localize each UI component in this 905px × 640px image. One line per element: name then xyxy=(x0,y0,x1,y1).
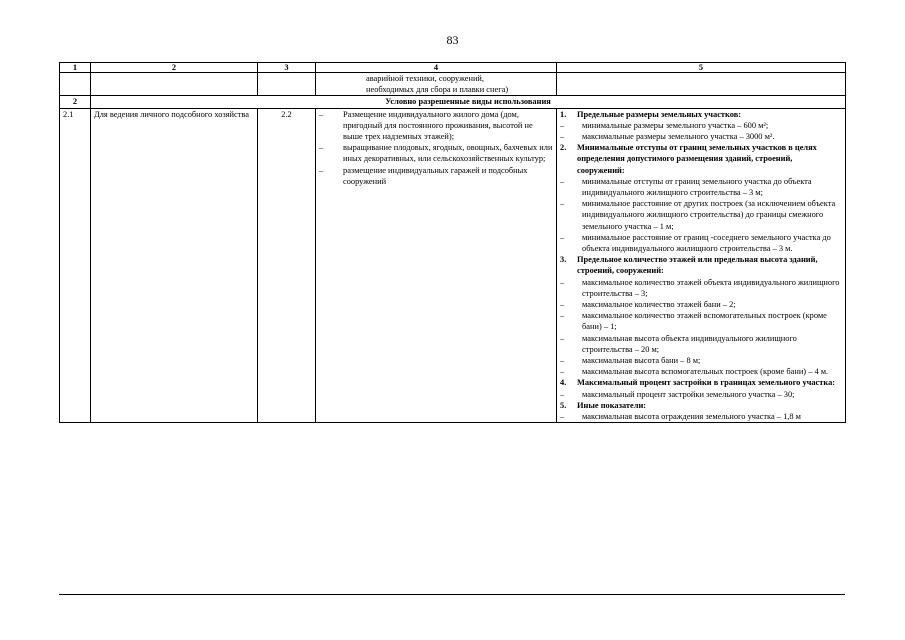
header-cell-1: 1 xyxy=(60,63,91,73)
section-title: Условно разрешенные виды использования xyxy=(91,96,846,108)
list-item: – минимальное расстояние от других построек (за исключением объекта индивидуального жилищного строительства) до границы смежного земельного участка – 1 м; xyxy=(560,198,842,232)
list-item: – максимальное количество этажей бани – 2; xyxy=(560,299,842,310)
parameter-group-3 xyxy=(560,254,842,377)
footer-divider xyxy=(59,594,845,595)
continuation-line-2: необходимых для сбора и плавки снега) xyxy=(366,85,509,95)
parameter-group-1 xyxy=(560,109,842,143)
list-item: – максимальное количество этажей вспомогательных построек (кроме бани) – 1; xyxy=(560,310,842,332)
row-parameters-cell xyxy=(557,108,846,423)
parameter-group-5 xyxy=(560,400,842,422)
parameter-group-4 xyxy=(560,377,842,399)
group-number: 4. xyxy=(560,378,567,388)
continuation-line-1: аварийной техники, сооружений, xyxy=(366,74,485,83)
continuation-row xyxy=(60,73,846,96)
list-item: – минимальное расстояние от границ -соседнего земельного участка до объекта индивидуального жилищного строительства – 3 м. xyxy=(560,232,842,254)
list-item: – максимальная высота ограждения земельного участка – 1,8 м xyxy=(560,411,842,422)
table-row xyxy=(60,108,846,423)
row-classifier-code: 2.2 xyxy=(258,108,316,423)
list-item: – размещение индивидуальных гаражей и подсобных сооружений xyxy=(319,165,553,187)
list-item: – Размещение индивидуального жилого дома (дом, пригодный для постоянного проживания, высотой не выше трех надземных этажей); xyxy=(319,109,553,143)
header-row xyxy=(60,63,846,73)
continuation-text-cell xyxy=(316,73,557,96)
list-item: – минимальные размеры земельного участка – 600 м²; xyxy=(560,120,842,131)
group-number: 3. xyxy=(560,255,567,265)
zoning-table xyxy=(59,62,846,423)
group-number: 1. xyxy=(560,109,567,119)
group-title: Минимальные отступы от границ земельных участков в целях определения допустимого размещения зданий, строений, сооружений: xyxy=(577,143,817,175)
header-cell-3: 3 xyxy=(258,63,316,73)
list-item: – минимальные отступы от границ земельного участка до объекта индивидуального жилищного строительства – 3 м; xyxy=(560,176,842,198)
group-number: 2. xyxy=(560,143,567,153)
description-list xyxy=(319,109,553,187)
header-cell-4: 4 xyxy=(316,63,557,73)
list-item: – максимальная высота объекта индивидуального жилищного строительства – 20 м; xyxy=(560,333,842,355)
parameter-group-2 xyxy=(560,142,842,254)
list-item: – выращивание плодовых, ягодных, овощных, бахчевых или иных декоративных, или сельскохозяйственных культур; xyxy=(319,142,553,164)
row-code: 2.1 xyxy=(60,108,91,423)
list-item: – максимальная высота вспомогательных построек (кроме бани) – 4 м. xyxy=(560,366,842,377)
group-number: 5. xyxy=(560,400,567,410)
row-use-name: Для ведения личного подсобного хозяйства xyxy=(91,108,258,423)
header-cell-5: 5 xyxy=(557,63,846,73)
section-row xyxy=(60,96,846,108)
list-item: – максимальный процент застройки земельного участка – 30; xyxy=(560,389,842,400)
page-number: 83 xyxy=(446,33,459,47)
section-number: 2 xyxy=(60,96,91,108)
group-title: Предельные размеры земельных участков: xyxy=(577,109,742,119)
header-cell-2: 2 xyxy=(91,63,258,73)
group-title: Предельное количество этажей или предельная высота зданий, строений, сооружений: xyxy=(577,255,818,276)
list-item: – максимальные размеры земельного участка – 3000 м². xyxy=(560,131,842,142)
group-title: Максимальный процент застройки в границах земельного участка: xyxy=(577,378,836,388)
row-description-cell xyxy=(316,108,557,423)
list-item: – максимальное количество этажей объекта индивидуального жилищного строительства – 3; xyxy=(560,277,842,299)
group-title: Иные показатели: xyxy=(577,400,647,410)
list-item: – максимальная высота бани – 8 м; xyxy=(560,355,842,366)
